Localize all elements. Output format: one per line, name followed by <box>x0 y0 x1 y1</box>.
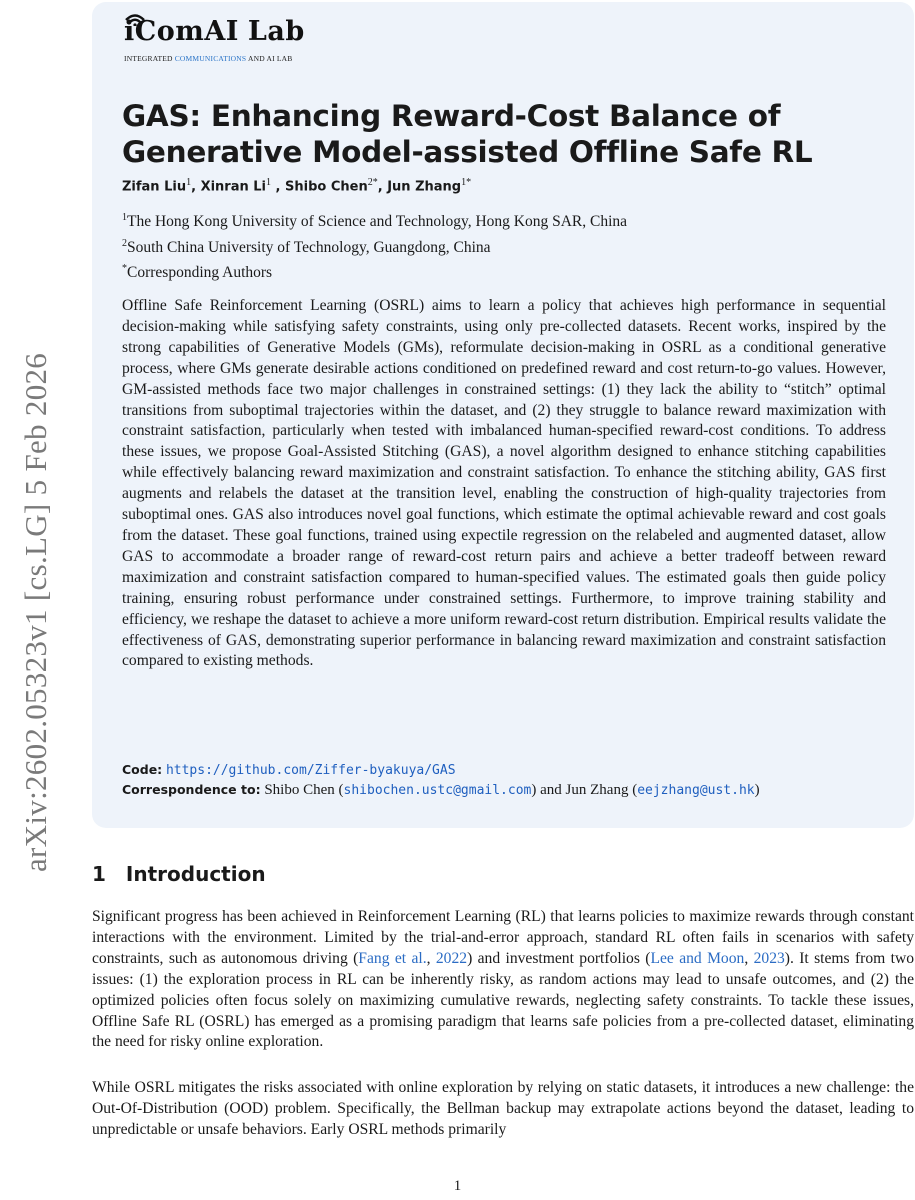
affiliation-text: South China University of Technology, Guangdong, China <box>127 238 491 256</box>
email-link-1[interactable]: shibochen.ustc@gmail.com <box>343 783 532 798</box>
citation-link[interactable]: Fang et al. <box>358 949 427 967</box>
email-link-2[interactable]: eejzhang@ust.hk <box>637 783 755 798</box>
affiliations <box>122 207 627 284</box>
section-heading <box>92 862 266 886</box>
logo-subtitle <box>124 54 292 63</box>
logo-sub-a: INTEGRATED <box>124 54 175 63</box>
arxiv-identifier: arXiv:2602.05323v1 [cs.LG] 5 Feb 2026 <box>18 352 53 872</box>
code-line <box>122 762 456 779</box>
section-number: 1 <box>92 862 106 886</box>
abstract-text: Offline Safe Reinforcement Learning (OSRL) aims to learn a policy that achieves high performance in sequential decision-making while satisfying safety constraints, using only pre-collected datasets. Recent works, inspired by the strong capabilities of Generative Models (GMs), reformulate decision-making in OSRL as a conditional generative process, where GMs generate desirable actions conditioned on predefined reward and cost return-to-go values. However, GM-assisted methods face two major challenges in constrained settings: (1) they lack the ability to “stitch” optimal transitions from suboptimal trajectories within the dataset, and (2) they struggle to balance reward maximization with constraint satisfaction, particularly when tested with imbalanced human-specified reward-cost conditions. To address these issues, we propose Goal-Assisted Stitching (GAS), a novel algorithm designed to enhance stitching capabilities while effectively balancing reward maximization and constraint satisfaction. To enhance the stitching ability, GAS first augments and relabels the dataset at the transition level, enabling the construction of high-quality trajectories from suboptimal ones. GAS also introduces novel goal functions, which estimate the optimal achievable reward and cost goals from the dataset. These goal functions, trained using expectile regression on the relabeled and augmented dataset, allow GAS to accommodate a broader range of reward-cost return pairs and achieve a better tradeoff between reward maximization and constraint satisfaction compared to human-specified values. The estimated goals then guide policy training, ensuring robust performance under constrained settings. Furthermore, to improve training stability and efficiency, we reshape the dataset to achieve a more uniform reward-cost return distribution. Empirical results validate the effectiveness of GAS, demonstrating superior performance in balancing reward maximization and constraint satisfaction compared to existing methods. <box>122 297 886 670</box>
logo-sub-b: COMMUNICATIONS <box>174 54 247 63</box>
affiliation-text: Corresponding Authors <box>127 264 273 282</box>
affiliation-sup: * <box>122 263 127 275</box>
title-line-2: Generative Model-assisted Offline Safe RL <box>122 135 813 169</box>
lab-logo <box>124 14 344 64</box>
logo-name-part2: Lab <box>247 16 305 47</box>
citation-year-link[interactable]: 2023 <box>753 949 785 967</box>
author-name: Xinran Li <box>200 179 267 195</box>
author-sup: 1 <box>266 177 272 188</box>
affiliation-item <box>122 233 627 259</box>
author-sup: 1* <box>461 177 472 188</box>
page-number: 1 <box>453 1178 462 1194</box>
intro-paragraph-2: While OSRL mitigates the risks associated with online exploration by relying on static datasets, it introduces a new challenge: the Out-Of-Distribution (OOD) problem. Specifically, the Bellman backup may extrapolate actions beyond the dataset, leading to unpredictable or unsafe behaviors. Early OSRL methods primarily <box>92 1079 914 1138</box>
intro-paragraph-1: Significant progress has been achieved in Reinforcement Learning (RL) that learns policies to maximize rewards through constant interactions with the environment. Limited by the trial-and-error approach, standard RL often fails in scenarios with safety constraints, such as autonomous driving (Fang et al., 2022) and investment portfolios (Lee and Moon, 2023). It stems from two issues: (1) the exploration process in RL can be inherently risky, as random actions may lead to unsafe outcomes, and (2) the optimized policies often focus solely on maximizing cumulative rewards, neglecting safety constraints. To tackle these issues, Offline Safe RL (OSRL) has emerged as a promising paradigm that learns safe policies from a pre-collected dataset, eliminating the need for risky online exploration. <box>92 908 915 1051</box>
code-label: Code: <box>122 762 163 777</box>
affiliation-item <box>122 258 627 284</box>
code-link[interactable]: https://github.com/Ziffer-byakuya/GAS <box>165 763 456 778</box>
corr-and: and <box>540 782 562 798</box>
author-list <box>122 177 471 194</box>
author-sep: , <box>271 179 286 195</box>
author-sep: , <box>377 179 388 195</box>
corr-name-2: Jun Zhang <box>565 782 629 798</box>
text-run: ) and investment portfolios ( <box>467 949 651 967</box>
text-run: Significant progress has been achieved in Reinforcement Learning (RL) that learns policies to maximize rewards through constant interactions with the environment. Limited by the trial-and-error approach, standard RL often fails in scenarios with safety constraints, such as autonomous driving ( <box>92 908 914 967</box>
affiliation-sup: 2 <box>122 237 127 249</box>
author-sep: , <box>191 179 201 195</box>
affiliation-sup: 1 <box>122 212 127 223</box>
citation-link[interactable]: Lee and Moon <box>650 949 745 967</box>
title-line-1: GAS: Enhancing Reward-Cost Balance of <box>122 99 781 133</box>
author-name: Zifan Liu <box>122 179 187 195</box>
section-title: Introduction <box>125 862 266 886</box>
correspondence-label: Correspondence to: <box>122 782 261 797</box>
affiliation-item <box>122 207 627 233</box>
corr-name-1: Shibo Chen <box>264 782 335 798</box>
affiliation-text: The Hong Kong University of Science and Technology, Hong Kong SAR, China <box>127 213 628 231</box>
text-run: ). It stems from two issues: (1) the exploration process in RL can be inherently risky, as random actions may lead to unsafe outcomes, and (2) the optimized policies often focus solely on maximizing cumulative rewards, neglecting safety constraints. To tackle these issues, Offline Safe RL (OSRL) has emerged as a promising paradigm that learns safe policies from a pre-collected dataset, eliminating the need for risky online exploration. <box>92 949 915 1051</box>
citation-year-link[interactable]: 2022 <box>435 949 468 967</box>
logo-name-part1: iComAI <box>124 16 239 47</box>
correspondence-line: Correspondence to: Shibo Chen (shibochen.ustc@gmail.com) and Jun Zhang (eejzhang@ust.hk) <box>122 782 760 798</box>
author-sup: 1 <box>186 177 192 188</box>
arxiv-sidebar <box>0 0 60 900</box>
logo-sub-c: AND AI LAB <box>246 54 293 63</box>
author-name: Jun Zhang <box>387 179 462 195</box>
paper-title <box>122 98 882 170</box>
logo-wordmark <box>124 16 305 47</box>
author-sup: 2* <box>367 177 378 188</box>
author-name: Shibo Chen <box>285 179 368 195</box>
